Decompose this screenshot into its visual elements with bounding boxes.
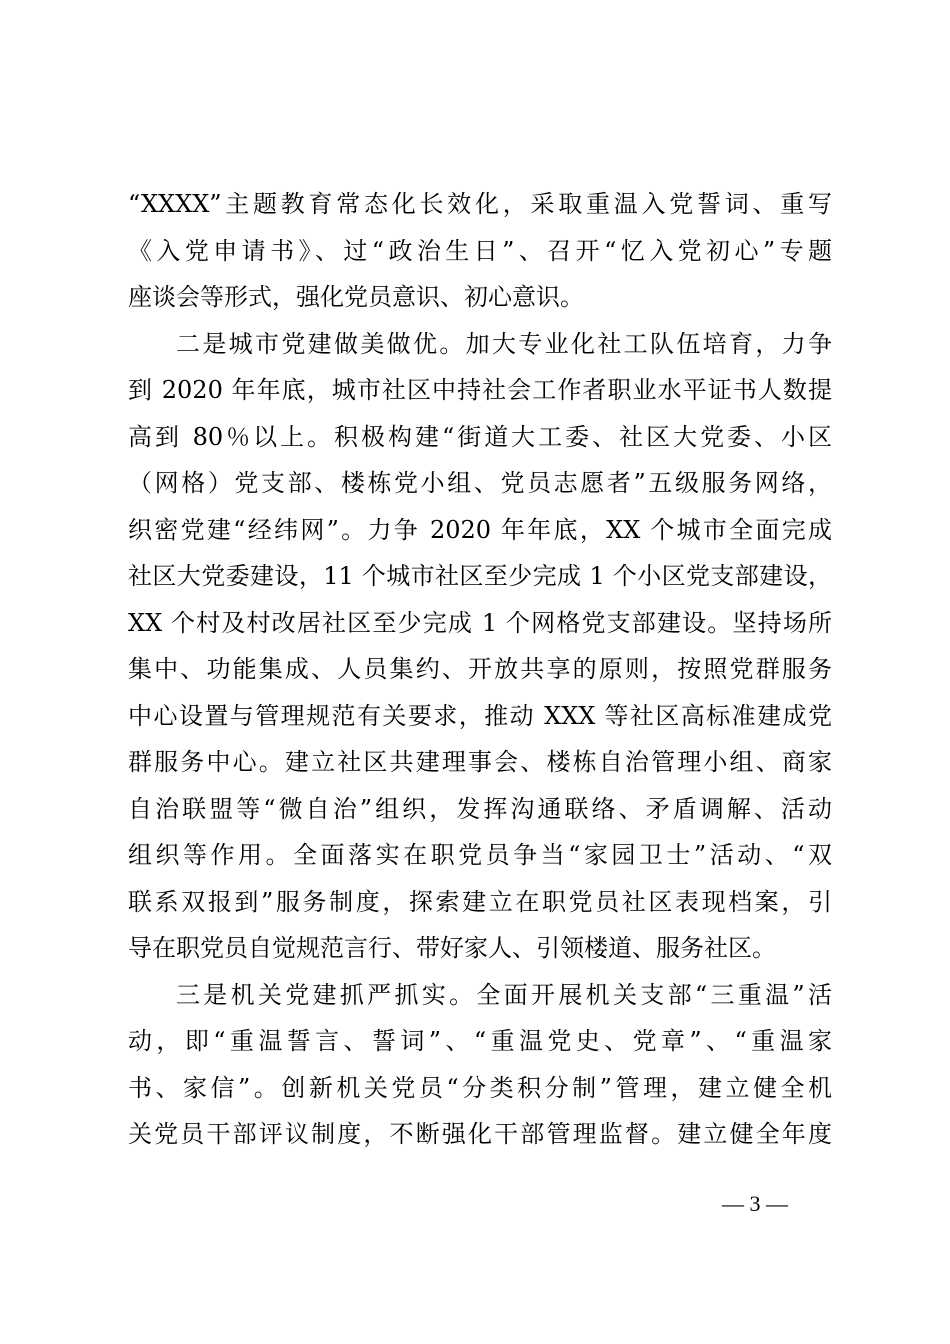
page-number: — 3 —	[722, 1191, 788, 1216]
paragraph-start-line: 三是机关党建抓严抓实。全面开展机关支部“三重温”活	[176, 980, 832, 1009]
text-line: 织密党建“经纬网”。力争 2020 年年底，XX 个城市全面完成	[128, 515, 832, 544]
text-line: 集中、功能集成、人员集约、开放共享的原则，按照党群服务	[128, 655, 832, 683]
text-line: 书、家信”。创新机关党员“分类积分制”管理，建立健全机	[128, 1073, 832, 1102]
text-line: XX 个村及村改居社区至少完成 1 个网格党支部建设。坚持场所	[128, 608, 832, 637]
text-line: 关党员干部评议制度，不断强化干部管理监督。建立健全年度	[128, 1120, 832, 1148]
text-line: 高到 80％以上。积极构建“街道大工委、社区大党委、小区	[128, 422, 832, 451]
text-line: 动，即“重温誓言、誓词”、“重温党史、党章”、“重温家	[128, 1027, 832, 1055]
text-line: 群服务中心。建立社区共建理事会、楼栋自治管理小组、商家	[128, 748, 832, 776]
text-line: 组织等作用。全面落实在职党员争当“家园卫士”活动、“双	[128, 841, 832, 869]
text-line: （网格）党支部、楼栋党小组、党员志愿者”五级服务网络，	[128, 469, 832, 497]
text-line: 到 2020 年年底，城市社区中持社会工作者职业水平证书人数提	[128, 376, 832, 404]
body-text	[128, 181, 832, 1158]
text-line: 社区大党委建设，11 个城市社区至少完成 1 个小区党支部建设，	[128, 562, 832, 590]
text-line: “XXXX”主题教育常态化长效化，采取重温入党誓词、重写	[128, 190, 832, 218]
paragraph-start-line: 二是城市党建做美做优。加大专业化社工队伍培育，力争	[176, 329, 832, 358]
text-line: 中心设置与管理规范有关要求，推动 XXX 等社区高标准建成党	[128, 701, 832, 730]
text-line: 自治联盟等“微自治”组织，发挥沟通联络、矛盾调解、活动	[128, 794, 832, 823]
text-line: 导在职党员自觉规范言行、带好家人、引领楼道、服务社区。	[128, 934, 776, 962]
text-line: 座谈会等形式，强化党员意识、初心意识。	[128, 283, 584, 311]
text-line: 《入党申请书》、过“政治生日”、召开“忆入党初心”专题	[128, 236, 832, 265]
text-line: 联系双报到”服务制度，探索建立在职党员社区表现档案，引	[128, 887, 832, 916]
